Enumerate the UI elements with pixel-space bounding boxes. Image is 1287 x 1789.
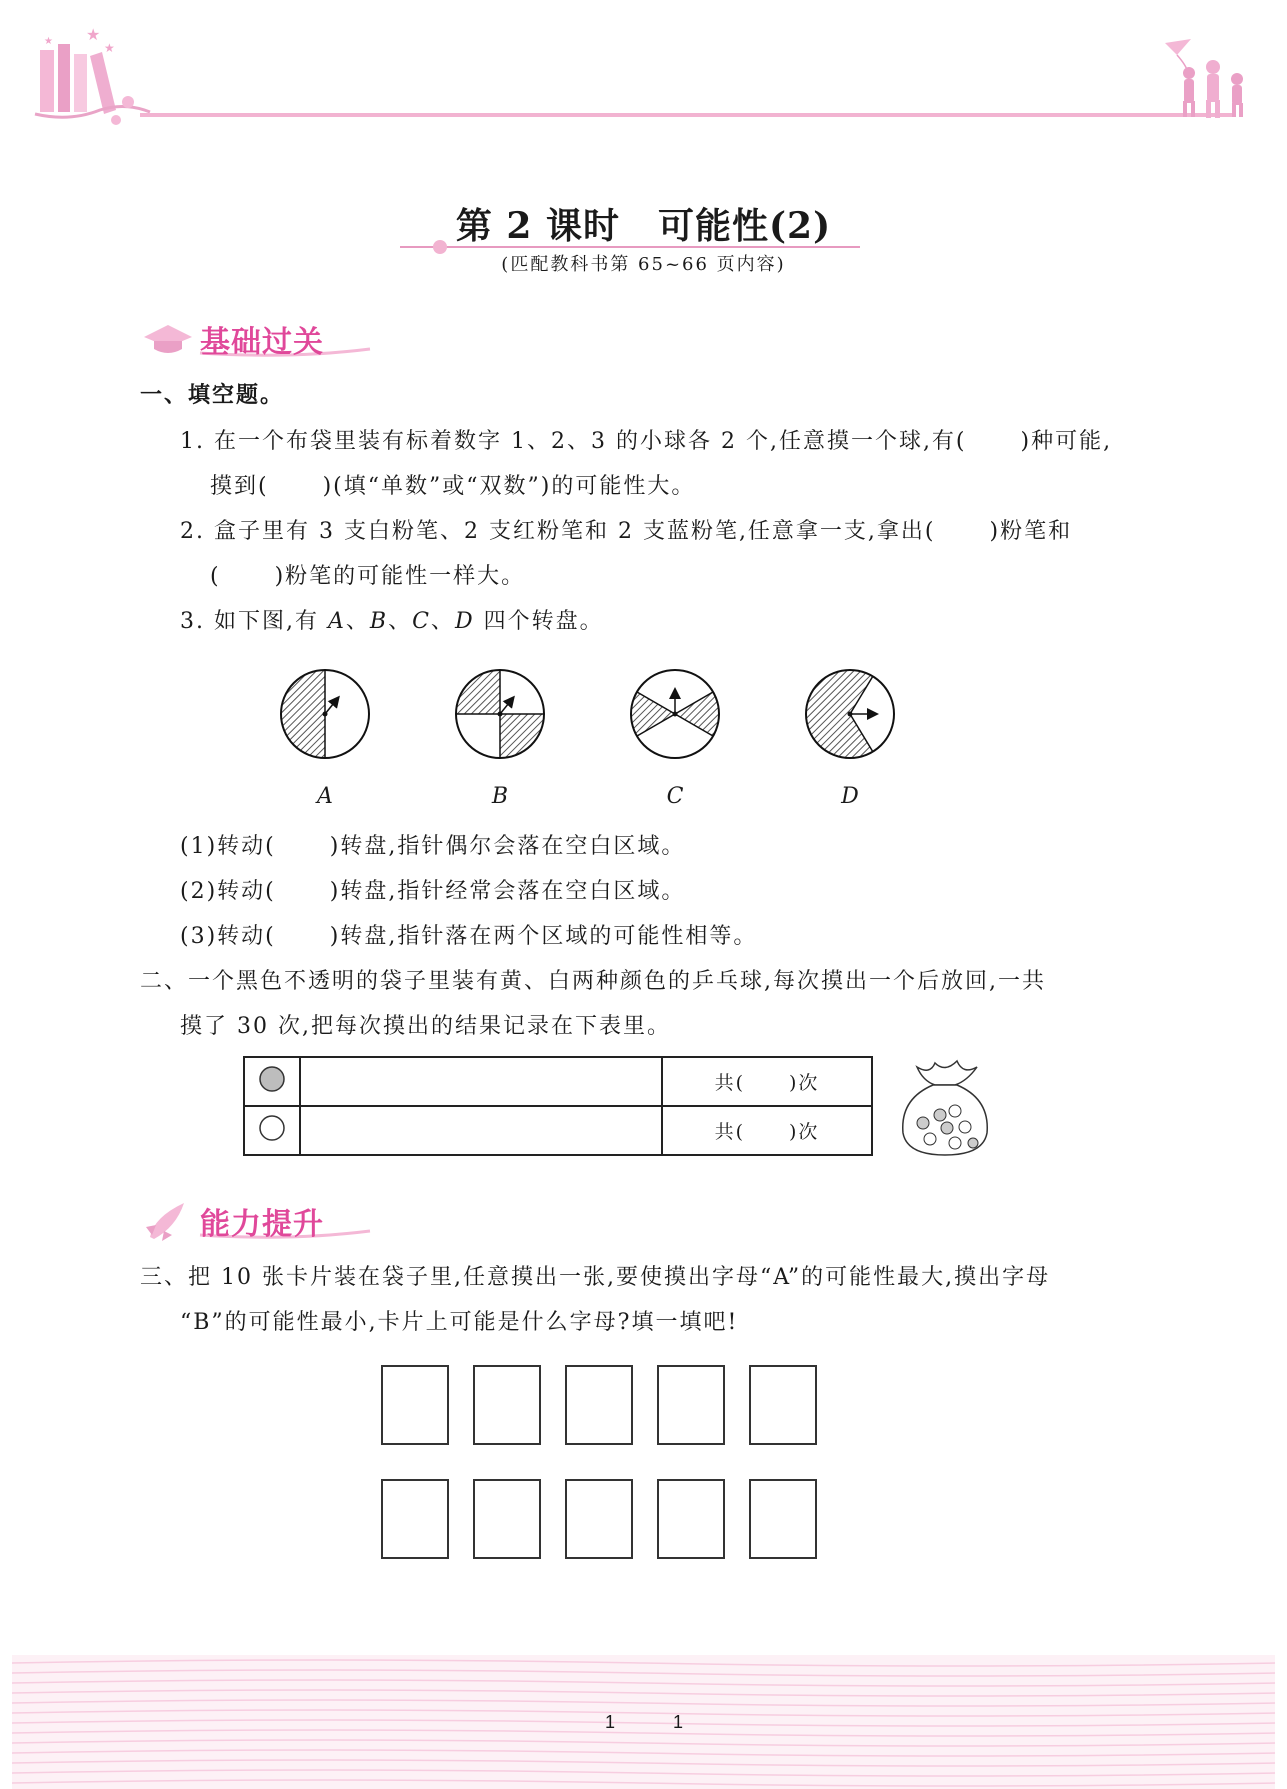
- tally-cell[interactable]: [300, 1057, 662, 1106]
- ball-bag-icon: [895, 1055, 995, 1160]
- letter-card[interactable]: [381, 1365, 449, 1445]
- spinner-a: [281, 670, 369, 758]
- header-rule: [140, 113, 1235, 117]
- svg-text:★: ★: [104, 41, 115, 55]
- q2-line2: 摸了 30 次,把每次摸出的结果记录在下表里。: [180, 1014, 671, 1039]
- section-advanced-title: 能力提升: [200, 1207, 324, 1242]
- q3-line2: “B”的可能性最小,卡片上可能是什么字母?填一填吧!: [180, 1310, 739, 1335]
- letter-card[interactable]: [381, 1479, 449, 1559]
- letter-card[interactable]: [473, 1365, 541, 1445]
- text: 3. 如下图,有: [180, 609, 328, 634]
- text: )次: [789, 1121, 820, 1143]
- q1-item3-sub3: [180, 919, 757, 950]
- q1-heading: 一、填空题。: [140, 382, 285, 408]
- q1-item2-line2: [210, 559, 525, 590]
- q2-line1: 二、一个黑色不透明的袋子里装有黄、白两种颜色的乒乓球,每次摸出一个后放回,一共: [140, 969, 1046, 994]
- total-cell: [662, 1106, 872, 1155]
- sep: 、: [388, 609, 413, 634]
- sep: 、: [430, 609, 455, 634]
- white-ball-cell: [244, 1106, 300, 1155]
- text: 1. 在一个布袋里装有标着数字 1、2、3 的小球各 2 个,任意摸一个球,有(: [180, 429, 967, 454]
- text: )转盘,指针偶尔会落在空白区域。: [329, 834, 686, 859]
- textbook-reference: (匹配教科书第 65~66 页内容): [501, 254, 786, 275]
- page-number-digit: 1: [673, 1712, 684, 1732]
- total-cell: [662, 1057, 872, 1106]
- spinners-figure: [270, 660, 970, 770]
- letter-card[interactable]: [565, 1365, 633, 1445]
- section-advanced-header: [140, 1197, 380, 1241]
- lesson-topic: 可能性(2): [658, 205, 832, 247]
- var-c: C: [412, 609, 431, 634]
- text: )种可能,: [1020, 429, 1113, 454]
- text: )转盘,指针落在两个区域的可能性相等。: [329, 924, 758, 949]
- sep: 、: [345, 609, 370, 634]
- text: 2. 盒子里有 3 支白粉笔、2 支红粉笔和 2 支蓝粉笔,任意拿一支,拿出(: [180, 519, 936, 544]
- var-d: D: [454, 609, 475, 634]
- text: (1)转动(: [180, 834, 276, 859]
- spinner-b: [456, 670, 544, 758]
- yellow-ball-cell: [244, 1057, 300, 1106]
- books-decoration-icon: [30, 22, 155, 132]
- letter-card[interactable]: [749, 1479, 817, 1559]
- page-number-digit: 1: [605, 1712, 616, 1732]
- section-basic-title: 基础过关: [200, 325, 324, 360]
- letter-card[interactable]: [749, 1365, 817, 1445]
- text: )(填“单数”或“双数”)的可能性大。: [322, 474, 696, 499]
- section-basic-header: [140, 315, 380, 359]
- text: (2)转动(: [180, 879, 276, 904]
- q1-item3-sub1: [180, 829, 685, 860]
- svg-text:★: ★: [44, 36, 53, 47]
- yellow-ball-icon: [258, 1065, 286, 1093]
- spinner-label-c: C: [666, 784, 684, 809]
- letter-card[interactable]: [565, 1479, 633, 1559]
- text: )转盘,指针经常会落在空白区域。: [329, 879, 686, 904]
- q1-item2-line1: [180, 514, 1072, 545]
- letter-card[interactable]: [657, 1365, 725, 1445]
- q1-item3-sub2: [180, 874, 685, 905]
- spinner-label-a: A: [317, 784, 333, 809]
- white-ball-icon: [258, 1114, 286, 1142]
- q1-item3-intro: [180, 604, 604, 635]
- q1-item1-line1: [180, 424, 1112, 455]
- table-row: [244, 1057, 872, 1106]
- footer-wave-pattern: [12, 1655, 1275, 1789]
- spinner-label-d: D: [841, 784, 859, 809]
- var-b: B: [369, 609, 389, 634]
- text: )粉笔和: [989, 519, 1073, 544]
- text: )粉笔的可能性一样大。: [274, 564, 526, 589]
- children-kite-icon: [1155, 35, 1260, 120]
- text: (3)转动(: [180, 924, 276, 949]
- text: 四个转盘。: [474, 609, 604, 634]
- text: 摸到(: [210, 474, 269, 499]
- text: )次: [789, 1072, 820, 1094]
- letter-card[interactable]: [657, 1479, 725, 1559]
- results-table: [243, 1056, 873, 1156]
- q1-item1-line2: [210, 469, 695, 500]
- table-row: [244, 1106, 872, 1155]
- tally-cell[interactable]: [300, 1106, 662, 1155]
- q3-line1: 三、把 10 张卡片装在袋子里,任意摸出一张,要使摸出字母“A”的可能性最大,摸出字母: [140, 1265, 1051, 1290]
- spinner-d: [806, 670, 894, 758]
- letter-card[interactable]: [473, 1479, 541, 1559]
- text: 共(: [714, 1121, 745, 1143]
- text: 共(: [714, 1072, 745, 1094]
- svg-text:★: ★: [86, 25, 101, 44]
- text: (: [210, 564, 221, 589]
- spinner-label-b: B: [491, 784, 509, 809]
- var-a: A: [327, 609, 346, 634]
- lesson-number: 第 2 课时: [455, 205, 620, 247]
- spinner-c: [631, 670, 719, 758]
